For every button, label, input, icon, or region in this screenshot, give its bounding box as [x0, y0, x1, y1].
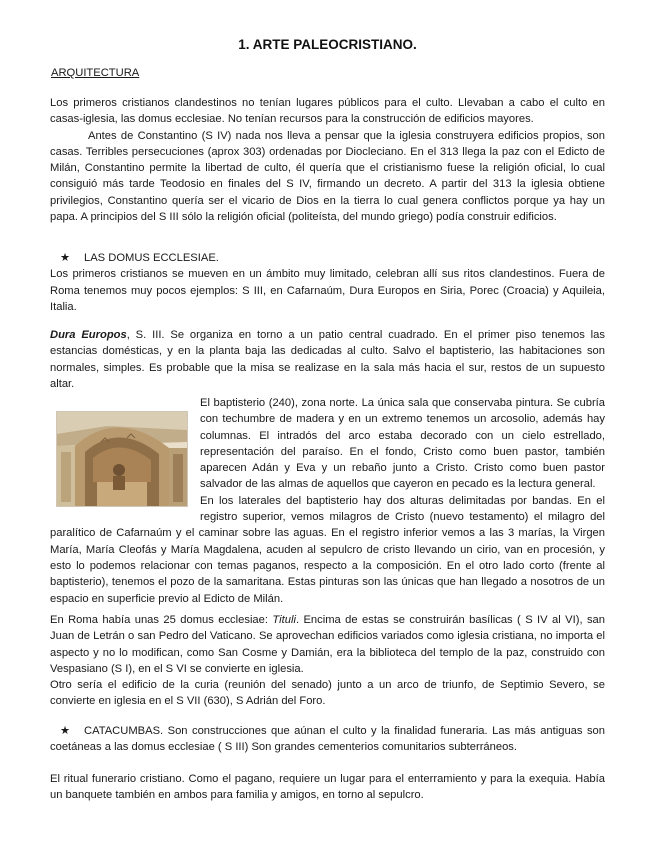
roma-tituli: Tituli [272, 614, 296, 626]
ritual-paragraph: El ritual funerario cristiano. Como el pagano, requiere un lugar para el enterramiento y para la exequia. Había un banquete también en ambos para familia y amigos, en torno al sepulcro. [50, 773, 605, 802]
dura-text: , S. III. Se organiza en torno a un patio central cuadrado. En el primer piso tenemos las estancias domésticas, y en la planta baja las dedicadas al culto. Salvo el baptisterio, las habitaciones son normales, simples. Es probable que la misa se realizase en la sala más hacia el sur, restos de un supuesto altar. [50, 329, 605, 390]
roma-paragraph [50, 612, 605, 677]
domus-paragraph: Los primeros cristianos se mueven en un ámbito muy limitado, celebran allí sus ritos clandestinos. Fuera de Roma tenemos muy pocos ejemplos: S III, en Cafarnaúm, Dura Europos en Siria, Porec (Croacia) y Aquileia, Italia. [50, 268, 605, 313]
star-icon: ★ [60, 725, 71, 737]
baptistery-image [56, 411, 188, 507]
section-heading: ARQUITECTURA [51, 67, 140, 79]
ritual-section [50, 771, 605, 804]
intro-paragraph-2: Antes de Constantino (S IV) nada nos lleva a pensar que la iglesia construyera edificios propios, son casas. Terribles persecuciones (aprox 303) ordenadas por Diocleciano. En el 313 llega la paz con el Edicto de Milán, Constantino permite la libertad de culto, él quería que el cristianismo fuese la religión oficial, lo cual consiguió más tarde Teodosio en finales del S IV, firmando un decreto. A partir del 313 la iglesia obtiene privilegios, Constantino quería ser el vicario de Dios en la tierra lo cual genera conflictos porque ya hay un papa. A principios del S III sólo la religión oficial (politeísta, del mundo griego) podía construir edificios. [50, 129, 605, 224]
baptistery-section [50, 395, 605, 607]
roma-post: . Encima de estas se construirán basílicas ( S IV al VI), san Juan de Letrán o san Pedro del Vaticano. Se aprovechan edificios variados como iglesia cristiana, no importa el aspecto y no lo modifican, como San Cosme y Damián, era la biblioteca del templo de la paz, construido con Vespasiano (S I), en el S VI se convierte en iglesia. [50, 614, 605, 675]
catacumbas-section [50, 723, 605, 756]
intro-paragraph-1: Los primeros cristianos clandestinos no tenían lugares públicos para el culto. Llevaban a cabo el culto en casas-iglesia, las domus ecclesiae. No tenían recursos para la construcción de edificios mayores. [50, 97, 605, 126]
domus-section [50, 250, 605, 315]
curia-paragraph: Otro sería el edificio de la curia (reunión del senado) junto a un arco de triunfo, de Septimio Severo, se convierte en iglesia en el S VII (630), S Adrián del Foro. [50, 679, 605, 708]
catacumbas-text: CATACUMBAS. Son construcciones que aúnan el culto y la finalidad funeraria. Las más antiguas son coetáneas a las domus ecclesiae ( S III) Son grandes cementerios comunitarios subterráneos. [50, 725, 605, 754]
star-icon: ★ [60, 252, 71, 264]
baptistery-lead: El baptisterio (240), zona norte. La única sala que conservaba pintura. Se cubría con techumbre de madera y en un extremo tenemos un arcosolio, además hay columnas. El intradós del arco estaba decorado con un cielo estrellado, representación del paraíso. En el fondo, Cristo como buen pastor, también aparecen Adán y Eva y un rebaño junto a Cristo. Cristo como buen pastor salvador de las almas de aquellos que cayeron en pecado es la lectura general. [200, 397, 605, 491]
roma-pre: En Roma había unas 25 domus ecclesiae: [50, 614, 273, 626]
page-title: 1. ARTE PALEOCRISTIANO. [238, 37, 417, 52]
catacumbas-paragraph [50, 723, 605, 756]
dura-name: Dura Europos [50, 329, 127, 341]
dura-section [50, 327, 605, 392]
domus-heading-line [50, 250, 605, 266]
roma-section [50, 612, 605, 710]
baptistery-rest: En los laterales del baptisterio hay dos alturas delimitadas por bandas. En el registro superior, vemos milagros de Cristo (nuevo testamento) el milagro del paralítico de Cafarnaúm y el caminar sobre las aguas. En el registro inferior vemos a las 3 marías, la Virgen María, María Cleofás y María Magdalena, acuden al sepulcro de cristo llevando un cirio, van en procesión, y esto lo podemos relacionar con temas paganos, respecto a la composición. En el otro lado corto (frente al baptisterio), tenemos el pozo de la samaritana. Estas pinturas son las únicas que han llegado a nosotros de un espacio en superficie previo al Edicto de Milán. [50, 494, 605, 605]
dura-paragraph [50, 327, 605, 392]
intro-section [50, 95, 605, 225]
domus-heading: LAS DOMUS ECCLESIAE. [84, 252, 219, 264]
